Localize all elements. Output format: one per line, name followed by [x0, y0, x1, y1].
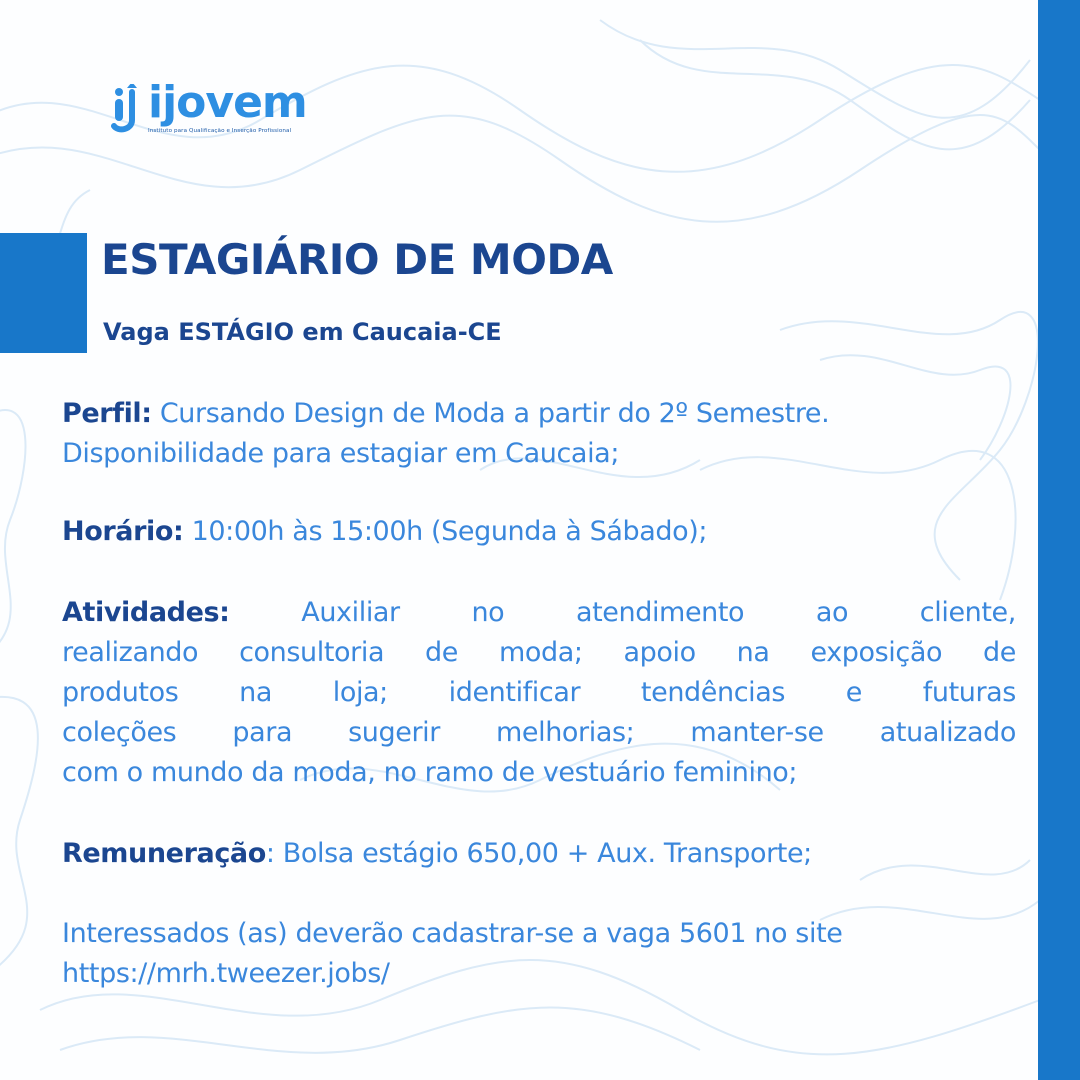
atividades-word: no — [471, 597, 505, 628]
body-word: de — [425, 637, 458, 668]
body-word: na — [736, 637, 770, 668]
brand-logo — [110, 77, 330, 142]
remuneracao-label: Remuneração — [62, 838, 266, 869]
perfil-text-1: Cursando Design de Moda a partir do 2º Semestre. — [151, 398, 830, 429]
body-word: na — [239, 677, 272, 708]
job-title: ESTAGIÁRIO DE MODA — [101, 235, 613, 284]
perfil-line-2: Disponibilidade para estagiar em Caucaia; — [62, 438, 620, 469]
logo-mark-icon — [110, 84, 146, 140]
body-word: para — [232, 717, 293, 748]
remuneracao-text: : Bolsa estágio 650,00 + Aux. Transporte; — [265, 838, 812, 869]
body-word: futuras — [922, 677, 1016, 708]
body-word: e — [845, 677, 863, 708]
atividades-word: cliente, — [919, 597, 1016, 628]
job-subtitle: Vaga ESTÁGIO em Caucaia-CE — [103, 318, 502, 346]
body-word: produtos — [62, 677, 179, 708]
remuneracao-paragraph — [62, 834, 1016, 874]
application-url: https://mrh.tweezer.jobs/ — [62, 958, 390, 989]
body-word: coleções — [62, 717, 177, 748]
atividades-line-1 — [62, 593, 1016, 633]
atividades-word: ao — [815, 597, 849, 628]
body-word: exposição — [810, 637, 943, 668]
atividades-paragraph — [62, 593, 1016, 793]
body-word: realizando — [62, 637, 199, 668]
perfil-paragraph — [62, 394, 1016, 474]
atividades-word: Auxiliar — [301, 597, 400, 628]
horario-text: 10:00h às 15:00h (Segunda à Sábado); — [183, 516, 708, 547]
atividades-line-3 — [62, 673, 1016, 713]
perfil-label: Perfil: — [62, 398, 152, 429]
left-accent-block — [0, 233, 87, 353]
interessados-line-1: Interessados (as) deverão cadastrar-se a vaga 5601 no site — [62, 918, 843, 949]
logo-wordmark: ijovem — [148, 77, 307, 128]
body-word: apoio — [623, 637, 696, 668]
body-word: sugerir — [348, 717, 440, 748]
horario-label: Horário: — [62, 516, 184, 547]
interessados-paragraph — [62, 914, 1016, 994]
logo-tagline: Instituto para Qualificação e Inserção Profissional — [148, 128, 292, 134]
horario-paragraph — [62, 512, 1016, 552]
right-accent-bar — [1038, 0, 1080, 1080]
perfil-line-1 — [62, 394, 1016, 434]
atividades-label: Atividades: — [62, 597, 230, 628]
body-word: tendências — [640, 677, 786, 708]
body-word: manter-se — [690, 717, 824, 748]
body-word: loja; — [332, 677, 388, 708]
atividades-line-2 — [62, 633, 1016, 673]
atividades-line-5: com o mundo da moda, no ramo de vestuário feminino; — [62, 757, 798, 788]
atividades-word: atendimento — [575, 597, 745, 628]
body-word: atualizado — [879, 717, 1016, 748]
body-word: melhorias; — [496, 717, 635, 748]
body-word: moda; — [498, 637, 583, 668]
body-word: consultoria — [239, 637, 385, 668]
body-word: identificar — [448, 677, 581, 708]
atividades-line-4 — [62, 713, 1016, 753]
body-word: de — [983, 637, 1016, 668]
